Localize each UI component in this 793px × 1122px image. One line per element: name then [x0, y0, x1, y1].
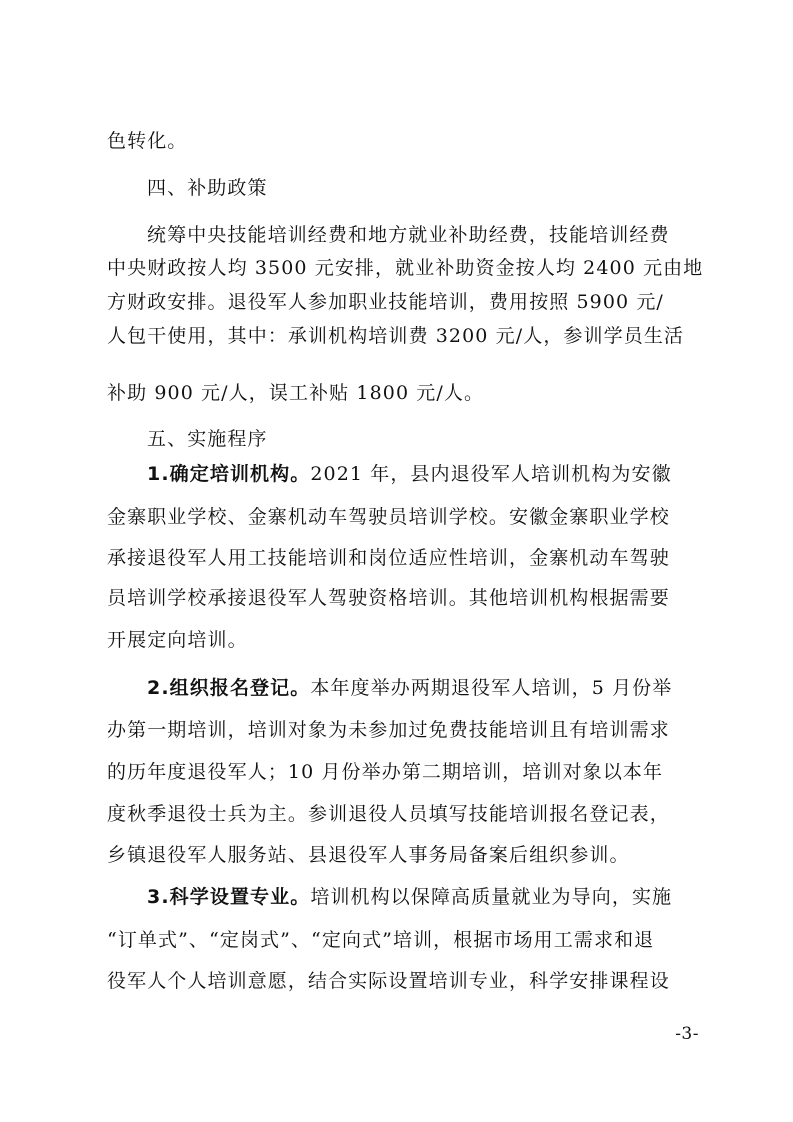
paragraph-line: 役军人个人培训意愿，结合实际设置培训专业，科学安排课程设: [107, 970, 670, 992]
section-heading: 五、实施程序: [147, 428, 268, 450]
paragraph-line: [147, 885, 672, 909]
paragraph-text: 本年度举办两期退役军人培训，5 月份举: [310, 677, 673, 699]
subsection-lead: 3.科学设置专业。: [147, 886, 311, 908]
paragraph-line: 开展定向培训。: [107, 629, 248, 651]
paragraph-line: 的历年度退役军人；10 月份举办第二期培训，培训对象以本年: [107, 761, 664, 783]
page-number: -3-: [675, 1024, 699, 1044]
paragraph-line: 乡镇退役军人服务站、县退役军人事务局备案后组织参训。: [107, 844, 630, 866]
paragraph-line: 方财政安排。退役军人参加职业技能培训，费用按照 5900 元/: [107, 291, 664, 313]
paragraph-line: [147, 676, 672, 700]
paragraph-line: 办第一期培训，培训对象为未参加过免费技能培训且有培训需求: [107, 719, 670, 741]
paragraph-text: 2021 年，县内退役军人培训机构为安徽: [310, 463, 672, 485]
paragraph-line: 补助 900 元/人，误工补贴 1800 元/人。: [107, 382, 485, 404]
paragraph-line: 员培训学校承接退役军人驾驶资格培训。其他培训机构根据需要: [107, 587, 670, 609]
paragraph-line: 承接退役军人用工技能培训和岗位适应性培训，金寨机动车驾驶: [107, 547, 670, 569]
paragraph-line: 人包干使用，其中：承训机构培训费 3200 元/人，参训学员生活: [107, 325, 685, 347]
section-heading: 四、补助政策: [147, 177, 268, 199]
subsection-lead: 1.确定培训机构。: [147, 463, 311, 485]
paragraph-line: 中央财政按人均 3500 元安排，就业补助资金按人均 2400 元由地: [107, 257, 704, 279]
paragraph-text: 培训机构以保障高质量就业为导向，实施: [310, 886, 673, 908]
paragraph-line: [147, 462, 672, 486]
text-line: 色转化。: [107, 130, 188, 152]
paragraph-line: 度秋季退役士兵为主。参训退役人员填写技能培训报名登记表，: [107, 803, 670, 825]
subsection-lead: 2.组织报名登记。: [147, 677, 311, 699]
paragraph-line: 金寨职业学校、金寨机动车驾驶员培训学校。安徽金寨职业学校: [107, 506, 670, 528]
paragraph-line: 统筹中央技能培训经费和地方就业补助经费，技能培训经费: [147, 224, 670, 246]
paragraph-line: “订单式”、“定岗式”、“定向式”培训，根据市场用工需求和退: [107, 929, 655, 951]
